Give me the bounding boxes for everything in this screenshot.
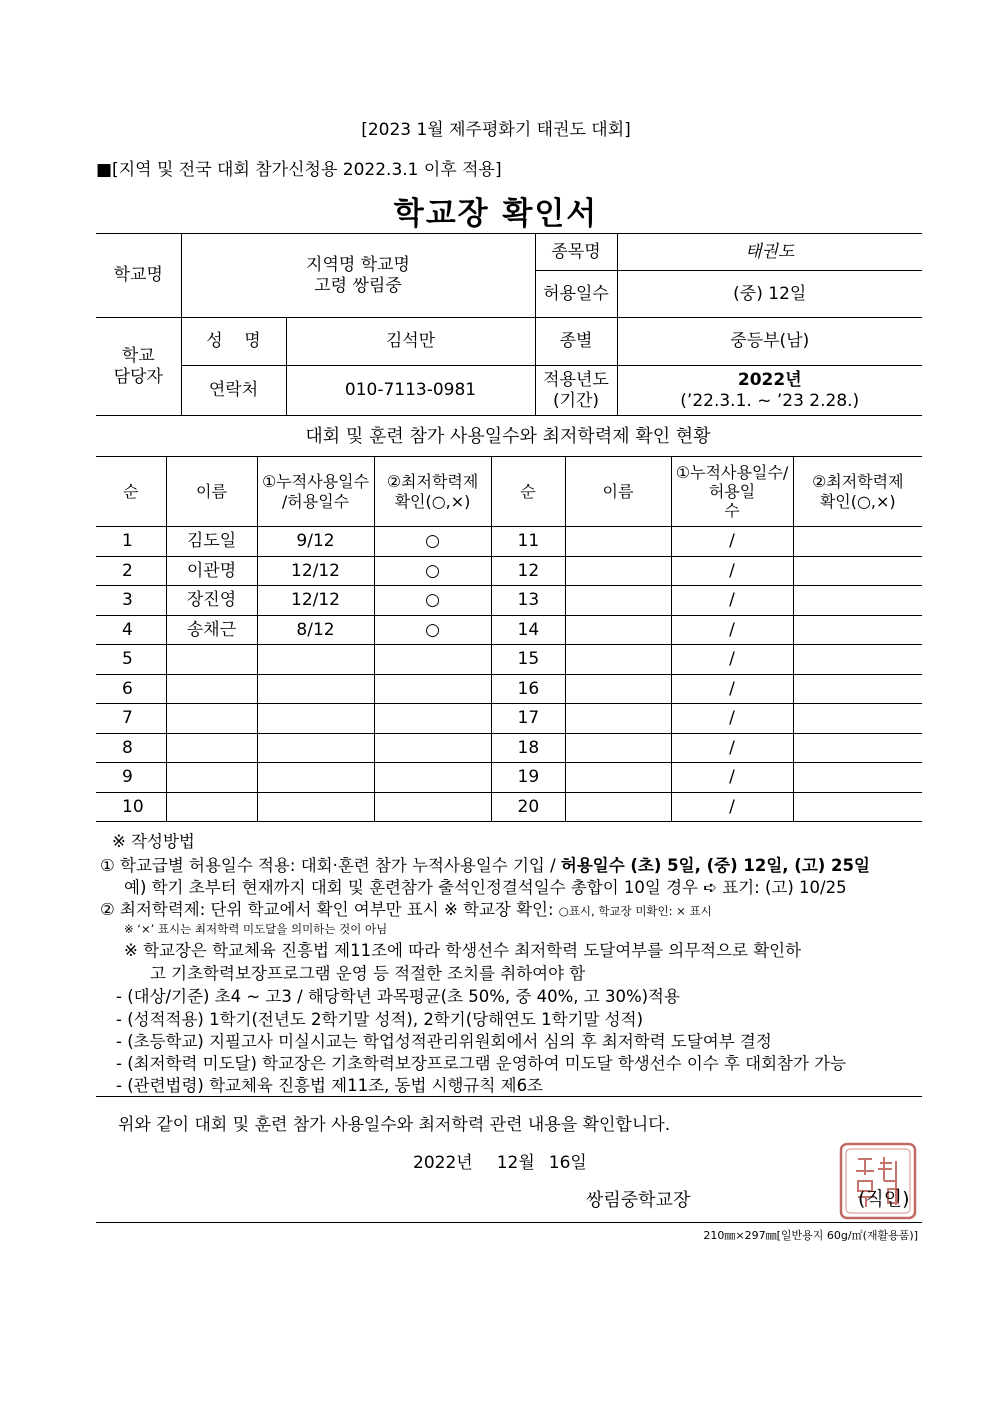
row-check-2	[793, 615, 922, 645]
roster-table	[96, 456, 922, 822]
header-days	[257, 457, 374, 527]
year-label-line2: (기간)	[552, 390, 600, 411]
row-name-2	[565, 704, 671, 734]
row-check: ○	[374, 556, 491, 586]
header-check2-line2: 확인(○,×)	[819, 491, 896, 511]
school-label: 학교명	[96, 234, 181, 318]
row-check-2	[793, 674, 922, 704]
row-check	[374, 763, 491, 793]
row-name	[166, 645, 257, 675]
row-days-2: /	[671, 704, 793, 734]
row-check-2	[793, 556, 922, 586]
header-check-2	[793, 457, 922, 527]
row-days-2: /	[671, 733, 793, 763]
row-no-2: 17	[491, 704, 565, 734]
row-days-2: /	[671, 792, 793, 822]
note-2	[100, 896, 712, 920]
school-value	[181, 234, 535, 318]
row-days-2: /	[671, 556, 793, 586]
row-check-2	[793, 733, 922, 763]
name-label: 성 명	[181, 318, 286, 366]
note-2-marking: ○표시, 학교장 미확인: × 표시	[558, 904, 712, 918]
table-row	[96, 527, 922, 557]
row-days-2: /	[671, 763, 793, 793]
note-2-text: ② 최저학력제: 단위 학교에서 확인 여부만 표시 ※ 학교장 확인:	[100, 900, 559, 919]
row-no: 2	[96, 556, 166, 586]
row-no-2: 15	[491, 645, 565, 675]
header-no-2: 순	[491, 457, 565, 527]
header-days2-line1: ①누적사용일수/	[675, 462, 789, 482]
row-days: 12/12	[257, 556, 374, 586]
row-days-2: /	[671, 586, 793, 616]
header-check	[374, 457, 491, 527]
header-days-2	[671, 457, 793, 527]
year-label	[535, 366, 617, 416]
date	[413, 1148, 587, 1173]
row-check	[374, 792, 491, 822]
header-name: 이름	[166, 457, 257, 527]
sport-label: 종목명	[535, 234, 617, 271]
bullet-law: - (관련법령) 학교체육 진흥법 제11조, 동법 시행규칙 제6조	[116, 1076, 543, 1095]
school-region-line: 지역명 학교명	[306, 255, 410, 276]
header-check-line1: ②최저학력제	[386, 472, 479, 492]
header-days2-line2: 허용일	[708, 481, 756, 501]
row-check	[374, 733, 491, 763]
row-no-2: 19	[491, 763, 565, 793]
signer: 쌍림중학교장	[586, 1190, 691, 1211]
row-no: 8	[96, 733, 166, 763]
row-check-2	[793, 792, 922, 822]
bullet-below-minimum: - (최저학력 미도달) 학교장은 기초학력보장프로그램 운영하여 미도달 학생선수 이수 후 대회참가 가능	[116, 1054, 847, 1073]
notice-line: ■[지역 및 전국 대회 참가신청용 2022.3.1 이후 적용]	[96, 160, 502, 180]
footer-divider	[96, 1222, 922, 1223]
notes-heading: ※ 작성방법	[112, 832, 195, 851]
row-no: 9	[96, 763, 166, 793]
table-row	[96, 674, 922, 704]
header-days2-line3: 수	[724, 501, 740, 521]
row-name: 송채근	[166, 615, 257, 645]
row-name: 이관명	[166, 556, 257, 586]
divider	[96, 1096, 922, 1097]
row-name-2	[565, 586, 671, 616]
table-row	[96, 704, 922, 734]
row-name	[166, 674, 257, 704]
row-check-2	[793, 527, 922, 557]
row-days: 8/12	[257, 615, 374, 645]
table-row	[96, 733, 922, 763]
category-label: 종별	[535, 318, 617, 366]
year-label-line1: 적용년도	[543, 370, 609, 391]
row-no-2: 13	[491, 586, 565, 616]
row-check-2	[793, 704, 922, 734]
row-days	[257, 645, 374, 675]
seal-label: (직인)	[858, 1188, 910, 1210]
roster-header-row	[96, 457, 922, 527]
row-name-2	[565, 527, 671, 557]
bullet-grades: - (성적적용) 1학기(전년도 2학기말 성적), 2학기(당해연도 1학기말 성적)	[116, 1010, 644, 1029]
row-no-2: 12	[491, 556, 565, 586]
row-no: 1	[96, 527, 166, 557]
row-no: 6	[96, 674, 166, 704]
row-no-2: 11	[491, 527, 565, 557]
header-name-2: 이름	[565, 457, 671, 527]
row-check	[374, 704, 491, 734]
contact-value: 010-7113-0981	[286, 366, 535, 416]
row-no: 10	[96, 792, 166, 822]
row-name: 장진영	[166, 586, 257, 616]
row-no: 4	[96, 615, 166, 645]
note-1	[100, 852, 870, 876]
date-year: 2022년	[413, 1153, 473, 1173]
row-days	[257, 763, 374, 793]
row-name	[166, 763, 257, 793]
confirm-text: 위와 같이 대회 및 훈련 참가 사용일수와 최저학력 관련 내용을 확인합니다.	[118, 1115, 671, 1135]
row-name-2	[565, 674, 671, 704]
note-2-sub: ※ ‘×’ 표시는 최저학력 미도달을 의미하는 것이 아님	[124, 922, 388, 936]
header-days-line1: ①누적사용일수	[261, 472, 370, 492]
row-days: 12/12	[257, 586, 374, 616]
note-1-allowed-days: 허용일수 (초) 5일, (중) 12일, (고) 25일	[560, 856, 870, 875]
row-name-2	[565, 645, 671, 675]
date-day: 16일	[548, 1153, 587, 1173]
row-name-2	[565, 763, 671, 793]
manager-label-line2: 담당자	[113, 366, 163, 387]
row-days: 9/12	[257, 527, 374, 557]
row-no: 3	[96, 586, 166, 616]
note-3-line2: 고 기초학력보장프로그램 운영 등 적절한 조치를 취하여야 함	[150, 964, 586, 983]
event-header: [2023 1월 제주평화기 태권도 대회]	[361, 120, 631, 140]
roster-body	[96, 527, 922, 822]
section-title: 대회 및 훈련 참가 사용일수와 최저학력제 확인 현황	[305, 426, 711, 447]
row-check-2	[793, 763, 922, 793]
allowed-days-value: (중) 12일	[617, 271, 922, 318]
row-check	[374, 645, 491, 675]
manager-label	[96, 318, 181, 416]
allowed-days-label: 허용일수	[535, 271, 617, 318]
row-days-2: /	[671, 615, 793, 645]
row-name: 김도일	[166, 527, 257, 557]
header-check-line2: 확인(○,×)	[394, 491, 471, 511]
sport-value: 태권도	[617, 234, 922, 271]
row-no: 7	[96, 704, 166, 734]
bullet-elementary: - (초등학교) 지필고사 미실시교는 학업성적관리위원회에서 심의 후 최저학력 도달여부 결정	[116, 1032, 772, 1051]
row-name	[166, 792, 257, 822]
year-value	[617, 366, 922, 416]
row-name-2	[565, 792, 671, 822]
table-row	[96, 763, 922, 793]
name-value: 김석만	[286, 318, 535, 366]
row-days	[257, 792, 374, 822]
year-value-line2: (’22.3.1. ~ ’23 2.28.)	[680, 390, 860, 411]
row-no-2: 18	[491, 733, 565, 763]
table-row	[96, 586, 922, 616]
school-name-line: 고령 쌍림중	[314, 275, 402, 296]
school-info-table	[96, 233, 922, 416]
row-name-2	[565, 615, 671, 645]
row-check-2	[793, 645, 922, 675]
row-days	[257, 733, 374, 763]
row-days-2: /	[671, 674, 793, 704]
row-days	[257, 704, 374, 734]
note-1-example: 예) 학기 초부터 현재까지 대회 및 훈련참가 출석인정결석일수 총합이 10일 경우 ➪ 표기: (고) 10/25	[124, 878, 847, 897]
table-row	[96, 645, 922, 675]
bullet-target: - (대상/기준) 초4 ~ 고3 / 해당학년 과목평균(초 50%, 중 40%, 고 30%)적용	[116, 987, 680, 1006]
row-days-2: /	[671, 645, 793, 675]
row-days-2: /	[671, 527, 793, 557]
contact-label: 연락처	[181, 366, 286, 416]
row-name-2	[565, 556, 671, 586]
row-name	[166, 733, 257, 763]
table-row	[96, 556, 922, 586]
row-check-2	[793, 586, 922, 616]
row-check: ○	[374, 586, 491, 616]
row-no-2: 14	[491, 615, 565, 645]
manager-label-line1: 학교	[121, 346, 155, 367]
row-no-2: 16	[491, 674, 565, 704]
document-title: 학교장 확인서	[393, 196, 599, 232]
row-no-2: 20	[491, 792, 565, 822]
note-3-line1: ※ 학교장은 학교체육 진흥법 제11조에 따라 학생선수 최저학력 도달여부를 의무적으로 확인하	[124, 941, 802, 960]
header-no: 순	[96, 457, 166, 527]
header-days-line2: /허용일수	[281, 491, 350, 511]
note-1-text: ① 학교급별 허용일수 적용: 대회·훈련 참가 누적사용일수 기입 /	[100, 856, 561, 875]
header-check2-line1: ②최저학력제	[811, 472, 904, 492]
year-value-line1: 2022년	[737, 370, 802, 391]
table-row	[96, 792, 922, 822]
row-no: 5	[96, 645, 166, 675]
row-check: ○	[374, 615, 491, 645]
row-days	[257, 674, 374, 704]
row-name-2	[565, 733, 671, 763]
row-check: ○	[374, 527, 491, 557]
row-name	[166, 704, 257, 734]
row-check	[374, 674, 491, 704]
date-month: 12월	[496, 1153, 535, 1173]
category-value: 중등부(남)	[617, 318, 922, 366]
table-row	[96, 615, 922, 645]
paper-spec-footer: 210㎜×297㎜[일반용지 60g/㎡(재활용품)]	[703, 1229, 918, 1242]
